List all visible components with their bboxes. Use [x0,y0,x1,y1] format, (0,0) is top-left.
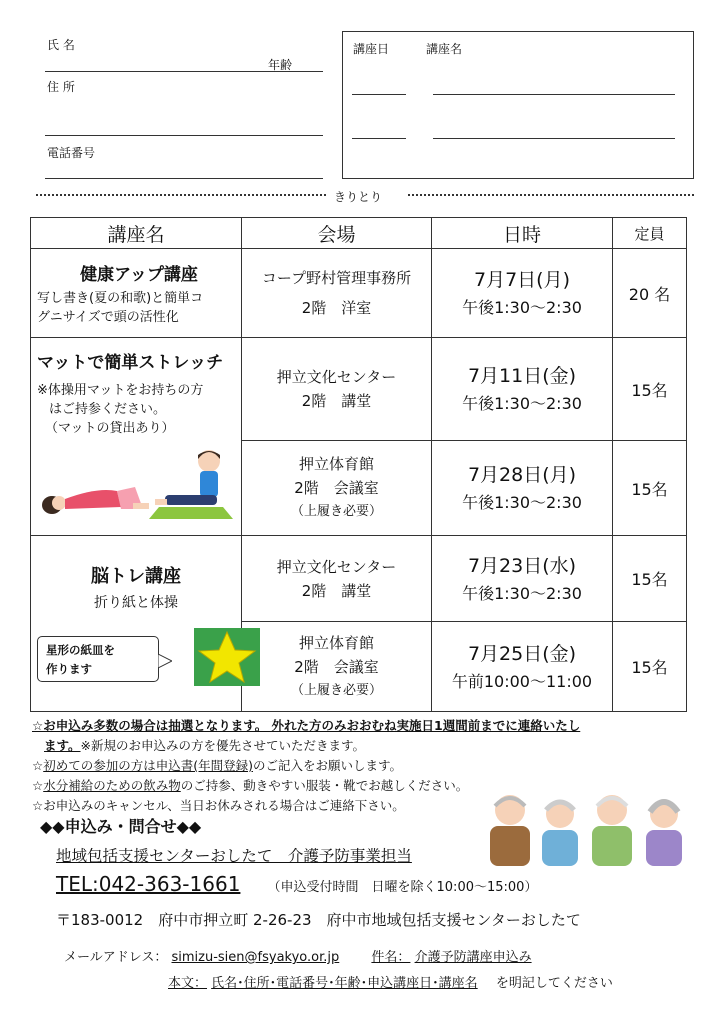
email-link[interactable]: simizu-sien@fsyakyo.or.jp [171,950,340,965]
course2-r2-date: 7月28日(月) [467,464,577,486]
course1-sub1: 写し書き(夏の和歌)と簡単コ [37,290,204,306]
callout-line2: 作ります [46,662,92,676]
course2-note1: ※体操用マットをお持ちの方 [37,383,204,398]
star-plate-callout [37,636,159,682]
header-capacity: 定員 [613,218,687,249]
course-date-label: 講座日 [353,42,390,56]
contact-address: 〒183-0012 府中市押立町 2-26-23 府中市地域包括支援センターおしたて [56,911,581,929]
note-line4: ☆お申込みのキャンセル、当日お休みされる場合はご連絡下さい。 [32,798,405,813]
body-label: 本文： [168,976,208,991]
seniors-illustration [482,788,692,868]
contact-tel[interactable]: TEL:042-363-1661 [56,872,241,896]
email-label: メールアドレス： [64,950,168,965]
course3-r2-capacity: 15名 [613,622,687,712]
course1-capacity: 20 名 [613,249,687,338]
header-venue: 会場 [242,218,432,249]
name-line[interactable] [45,71,323,72]
header-datetime: 日時 [432,218,613,249]
phone-label: 電話番号 [47,146,96,160]
course-entry-box [342,31,694,179]
course3-r1-capacity: 15名 [613,536,687,622]
course1-venue2: 2階 洋室 [301,299,372,317]
star-icon [194,628,260,686]
course-date-line-1[interactable] [352,94,406,95]
callout-line1: 星形の紙皿を [46,643,115,657]
note-line1-cont: ます。※新規のお申込みの方を優先させていただきます。 [44,738,365,753]
course3-r1-time: 午後1:30～2:30 [462,583,582,603]
phone-line[interactable] [45,178,323,179]
course2-r2-venue3: （上履き必要） [290,504,382,519]
mat-icon [149,507,233,519]
course2-r1-capacity: 15名 [613,338,687,441]
course2-r1-date: 7月11日(金) [467,365,577,387]
table-row [31,536,687,622]
course2-r2-venue2: 2階 会議室 [294,479,379,497]
course-name-line-1[interactable] [433,94,675,95]
contact-org: 地域包括支援センターおしたて 介護予防事業担当 [56,847,412,865]
course1-title: 健康アップ講座 [80,264,198,285]
stretch-illustration [37,447,237,527]
course3-r2-venue1: 押立体育館 [298,633,374,652]
note-line3: ☆水分補給のための飲み物のご持参、動きやすい服装・靴でお越しください。 [32,778,469,793]
course3-r1-venue2: 2階 講堂 [301,581,372,600]
cut-label: きりとり [334,190,383,204]
course2-note2: はご持参ください。 [49,402,167,417]
contact-heading: ◆◆申込み・問合せ◆◆ [40,817,202,836]
course1-time: 午後1:30～2:30 [462,298,582,317]
course-name-line-2[interactable] [433,138,675,139]
course2-r2-capacity: 15名 [613,441,687,536]
note-line2: ☆初めての参加の方は申込書(年間登録)のご記入をお願いします。 [32,758,402,773]
callout-pointer [158,654,172,668]
table-header-row [31,218,687,249]
address-line[interactable] [45,135,323,136]
course2-r1-time: 午後1:30～2:30 [462,394,582,413]
body-suffix: を明記してください [495,976,613,991]
course3-r2-time: 午前10:00～11:00 [451,671,593,691]
cut-line-right [408,194,694,196]
course2-title: マットで簡単ストレッチ [37,353,224,373]
subject-label: 件名： [371,950,411,965]
course-name-label: 講座名 [426,42,463,56]
age-label: 年齢 [268,58,293,72]
table-row [31,249,687,338]
course1-date: 7月7日(月) [473,269,570,291]
course-date-line-2[interactable] [352,138,406,139]
course2-r1-venue2: 2階 講堂 [301,392,372,410]
cut-line-left [36,194,326,196]
course3-r2-venue2: 2階 会議室 [294,657,379,676]
course1-venue1: コープ野村管理事務所 [261,269,412,287]
contact-hours: （申込受付時間 日曜を除く10:00～15:00） [267,880,538,895]
course3-r1-venue1: 押立文化センター [276,557,397,576]
course3-title: 脳トレ講座 [91,566,181,587]
course2-r2-venue1: 押立体育館 [298,455,374,473]
table-row [31,338,687,441]
course2-r2-time: 午後1:30～2:30 [462,493,582,512]
contact-body-row [168,972,613,991]
course3-r2-venue3: （上履き必要） [290,682,382,698]
address-label: 住 所 [47,80,75,94]
note-line1: ☆お申込み多数の場合は抽選となります。 外れた方のみおおむね実施日1週間前までに連絡いたし [32,718,581,733]
course3-sub: 折り紙と体操 [94,595,178,611]
course3-r2-date: 7月25日(金) [467,642,577,665]
course1-sub2: グニサイズで頭の活性化 [37,309,179,325]
header-course: 講座名 [31,218,242,249]
course2-r1-venue1: 押立文化センター [276,368,397,386]
name-label: 氏 名 [47,38,75,52]
schedule-table [30,217,687,712]
contact-email-row [64,946,532,965]
body-value: 氏名･住所･電話番号･年齢･申込講座日･講座名 [211,976,478,991]
subject-value: 介護予防講座申込み [414,950,532,965]
course3-r1-date: 7月23日(水) [467,554,577,577]
course2-note3: （マットの貸出あり） [45,421,175,436]
contact-tel-row [56,872,537,896]
